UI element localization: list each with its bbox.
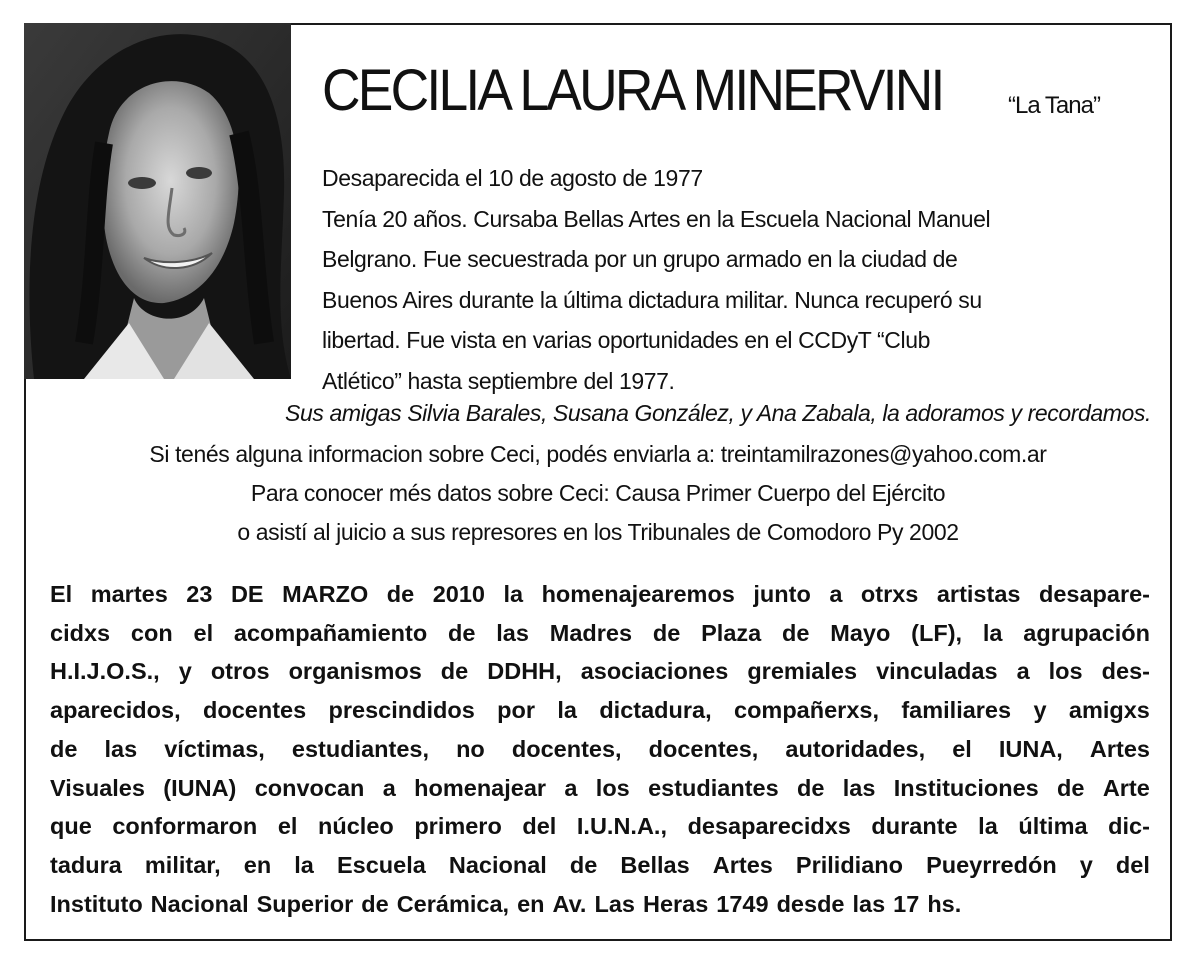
info-line: o asistí al juicio a sus represores en los Tribunales de Comodoro Py 2002 <box>237 519 959 545</box>
person-nickname: “La Tana” <box>1008 92 1100 119</box>
bio-line: Atlético” hasta septiembre del 1977. <box>322 367 675 394</box>
announcement-word: la <box>294 851 314 878</box>
announcement-word: IUNA, <box>998 735 1063 762</box>
announcement-word: autoridades, <box>785 735 926 762</box>
announcement-word: tadura <box>50 851 122 878</box>
announcement-word: Av. <box>552 890 587 917</box>
announcement-word: estudiantes <box>648 774 779 801</box>
announcement-line <box>50 652 1150 691</box>
announcement-line <box>50 885 1150 924</box>
announcement-word: vinculadas <box>876 658 998 685</box>
announcement-word: acompañamiento <box>233 619 428 646</box>
announcement-word: de <box>448 619 476 646</box>
bio-line: Belgrano. Fue secuestrada por un grupo armado en la ciudad de <box>322 246 958 272</box>
announcement-word: desde <box>776 890 845 917</box>
announcement-word: prescindidos <box>328 697 475 724</box>
name-heading <box>322 56 1162 126</box>
announcement-word: Superior <box>256 890 354 917</box>
announcement-word: Nacional <box>448 851 547 878</box>
bio-line: Tenía 20 años. Cursaba Bellas Artes en la Escuela Nacional Manuel <box>322 205 991 232</box>
announcement-word: junto <box>753 581 811 607</box>
announcement-word: no <box>456 735 485 762</box>
announcement-word: a <box>829 581 843 607</box>
announcement-word: Escuela <box>336 851 426 878</box>
announcement-word: Visuales <box>50 774 145 801</box>
announcement-word: convocan <box>254 774 365 801</box>
announcement-word: por <box>497 697 535 724</box>
announcement-word: H.I.J.O.S., <box>50 658 160 685</box>
announcement-line <box>50 807 1150 846</box>
announcement-word: MARZO <box>282 581 369 607</box>
announcement-word: los <box>1048 658 1083 685</box>
announcement-word: con <box>130 619 173 646</box>
announcement-word: El <box>50 581 73 607</box>
announcement-word: 2010 <box>432 581 485 607</box>
announcement-line <box>50 614 1150 653</box>
announcement-word: estudiantes, <box>291 735 430 762</box>
announcement-word: núcleo <box>318 813 394 840</box>
announcement-word: (IUNA) <box>163 774 237 801</box>
announcement-word: de <box>652 619 681 646</box>
announcement-word: Instituto <box>50 890 143 917</box>
announcement-word: en <box>517 890 545 917</box>
announcement-word: Mayo <box>830 619 891 646</box>
announcement-word: Artes <box>1089 735 1150 762</box>
announcement-word: docentes, <box>648 735 759 762</box>
announcement-word: durante <box>871 813 958 840</box>
announcement-word: Artes <box>712 851 773 878</box>
announcement-word: víctimas, <box>164 735 265 762</box>
announcement-word: a <box>1016 658 1030 685</box>
announcement-word: (LF), <box>911 619 963 646</box>
announcement-word: de <box>440 658 469 685</box>
announcement-word: familiares <box>901 697 1012 724</box>
announcement-word: organismos <box>288 658 422 685</box>
announcement-word: cidxs <box>50 619 111 646</box>
announcement-line <box>50 730 1150 769</box>
announcement-word: de <box>569 851 598 878</box>
announcement-word: homenajearemos <box>541 581 735 607</box>
announcement-word: 1749 <box>716 890 769 917</box>
announcement-word: Prilidiano <box>795 851 903 878</box>
announcement-word: aparecidos, <box>50 697 181 724</box>
announcement-word: martes <box>90 581 168 607</box>
announcement-word: homenajear <box>414 774 547 801</box>
announcement-word: hs. <box>927 890 962 917</box>
announcement-word: que <box>50 813 92 840</box>
announcement-word: la <box>982 619 1003 646</box>
bio-line: Buenos Aires durante la última dictadura militar. Nunca recuperó su <box>322 286 982 313</box>
person-name: CECILIA LAURA MINERVINI <box>322 58 943 123</box>
bio-line: libertad. Fue vista en varias oportunidades en el CCDyT “Club <box>322 327 930 353</box>
announcement-word: el <box>952 735 972 762</box>
announcement-word: Plaza <box>701 619 762 646</box>
announcement-word: dictadura, <box>599 697 712 724</box>
announcement-word: de <box>797 774 825 801</box>
announcement-word: I.U.N.A., <box>576 813 667 840</box>
announcement-word: docentes, <box>511 735 622 762</box>
announcement-word: 23 <box>186 581 213 607</box>
announcement-word: del <box>522 813 557 840</box>
announcement-word: DDHH, <box>487 658 562 685</box>
contact-text: Si tenés alguna informacion sobre Ceci, podés enviarla a: treintamilrazones@yahoo.com.ar <box>149 441 1047 467</box>
announcement-word: las <box>104 735 138 762</box>
announcement-word: docentes <box>202 697 307 724</box>
bio-line: Desaparecida el 10 de agosto de 1977 <box>322 165 703 191</box>
announcement-word: la <box>978 813 998 840</box>
announcement-word: asociaciones <box>580 658 729 685</box>
announcement-word: la <box>557 697 577 724</box>
announcement-line <box>50 575 1150 614</box>
announcement-word: Nacional <box>150 890 249 917</box>
announcement-word: Cerámica, <box>396 890 510 917</box>
announcement-word: gremiales <box>747 658 858 685</box>
announcement-word: el <box>193 619 214 646</box>
announcement-word: de <box>1057 774 1085 801</box>
announcement-word: Las <box>594 890 635 917</box>
announcement-word: dic- <box>1108 813 1150 840</box>
announcement-word: artistas <box>936 581 1021 607</box>
announcement-word: primero <box>414 813 502 840</box>
announcement-word: la <box>503 581 524 607</box>
announcement-word: Instituciones <box>893 774 1039 801</box>
announcement-word: los <box>595 774 630 801</box>
announcement-word: Madres <box>549 619 633 646</box>
announcement-word: agrupación <box>1023 619 1150 646</box>
announcement-word: y <box>178 658 192 685</box>
announcement-word: del <box>1115 851 1150 878</box>
announcement-word: de <box>361 890 389 917</box>
announcement-word: y <box>1033 697 1047 724</box>
tribute-text: Sus amigas Silvia Barales, Susana González, y Ana Zabala, la adoramos y recordamos. <box>285 400 1151 426</box>
announcement-line <box>50 769 1150 808</box>
announcement-word: de <box>50 735 78 762</box>
announcement <box>50 575 1150 923</box>
announcement-word: de <box>386 581 415 607</box>
announcement-word: las <box>852 890 886 917</box>
announcement-word: en <box>243 851 272 878</box>
announcement-word: última <box>1018 813 1088 840</box>
announcement-word: DE <box>230 581 264 607</box>
announcement-line <box>50 846 1150 885</box>
announcement-word: amigxs <box>1068 697 1150 724</box>
announcement-word: militar, <box>144 851 221 878</box>
announcement-word: de <box>782 619 810 646</box>
announcement-word: Bellas <box>620 851 690 878</box>
announcement-word: otros <box>210 658 270 685</box>
announcement-word: compañerxs, <box>734 697 879 724</box>
announcement-word: des- <box>1101 658 1150 685</box>
announcement-word: Arte <box>1102 774 1150 801</box>
announcement-word: desaparecidxs <box>687 813 851 840</box>
announcement-line <box>50 691 1150 730</box>
announcement-word: Heras <box>642 890 709 917</box>
info-line: Para conocer més datos sobre Ceci: Causa Primer Cuerpo del Ejército <box>250 480 946 506</box>
portrait-image <box>24 23 291 379</box>
announcement-word: las <box>496 619 529 646</box>
announcement-word: a <box>382 774 396 801</box>
portrait-photo <box>24 23 291 379</box>
announcement-word: el <box>277 813 298 840</box>
announcement-word: desapare- <box>1038 581 1150 607</box>
announcement-word: Pueyrredón <box>926 851 1057 878</box>
announcement-word: 17 <box>893 890 920 917</box>
announcement-word: conformaron <box>112 813 258 840</box>
announcement-word: otrxs <box>860 581 919 607</box>
biography <box>322 158 1182 401</box>
announcement-word: a <box>564 774 578 801</box>
announcement-word: las <box>842 774 876 801</box>
announcement-word: y <box>1079 851 1093 878</box>
